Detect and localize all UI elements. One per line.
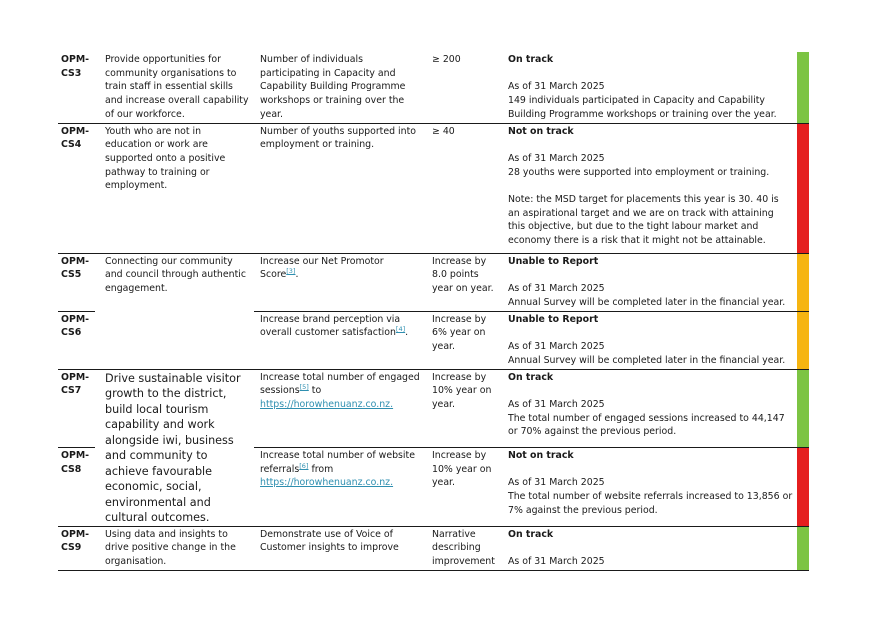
status-label: Unable to Report: [508, 313, 599, 325]
target-text: ≥ 40: [426, 123, 502, 253]
status-label: On track: [508, 371, 554, 383]
status-indicator-red: [797, 123, 809, 253]
status-indicator-green: [797, 369, 809, 448]
result-cell: [502, 369, 797, 448]
measure-code: OPM-CS4: [58, 123, 95, 253]
status-label: Not on track: [508, 125, 574, 137]
kpi-table: [58, 52, 809, 571]
target-text: ≥ 200: [426, 52, 502, 123]
measure-code: OPM-CS3: [58, 52, 95, 123]
result-date: As of 31 March 2025: [508, 282, 605, 294]
result-text: The total number of engaged sessions increased to 44,147 or 70% against the previous period.: [508, 412, 785, 438]
status-label: Not on track: [508, 450, 574, 461]
result-text: Annual Survey will be completed later in the financial year.: [508, 296, 786, 308]
result-date: As of 31 March 2025: [508, 477, 605, 489]
table-row: [58, 123, 809, 253]
website-link[interactable]: https://horowhenuanz.co.nz.: [260, 398, 394, 410]
footnote-ref[interactable]: [6]: [299, 461, 309, 470]
result-cell: [502, 253, 797, 311]
footnote-ref[interactable]: [5]: [299, 383, 309, 392]
result-date: As of 31 March 2025: [508, 398, 605, 410]
status-label: On track: [508, 54, 554, 65]
result-text: 149 individuals participated in Capacity and Capability Building Programme workshops or training over the year.: [508, 95, 777, 120]
measure-code: OPM-CS7: [58, 369, 95, 448]
objective-text: Using data and insights to drive positive change in the organisation.: [95, 526, 254, 570]
table-row: [58, 526, 809, 570]
status-indicator-amber: [797, 311, 809, 369]
result-cell: [502, 526, 797, 570]
measure-text: Number of individuals participating in Capacity and Capability Building Programme workshops or training over the year.: [254, 52, 426, 123]
footnote-ref[interactable]: [4]: [395, 325, 406, 334]
target-text: Increase by 8.0 points year on year.: [426, 253, 502, 311]
result-cell: [502, 311, 797, 369]
measure-text: Increase brand perception via overall customer satisfaction[4].: [254, 311, 426, 369]
website-link[interactable]: https://horowhenuanz.co.nz.: [260, 477, 394, 489]
measure-text: Increase total number of engaged sessions[5] to https://horowhenuanz.co.nz.: [254, 369, 426, 448]
result-date: As of 31 March 2025: [508, 81, 605, 93]
objective-text: Youth who are not in education or work are supported onto a positive pathway to training or employment.: [95, 123, 254, 253]
result-cell: [502, 52, 797, 123]
result-date: As of 31 March 2025: [508, 555, 605, 567]
table-row: [58, 52, 809, 123]
measure-code: OPM-CS9: [58, 526, 95, 570]
table-row: [58, 369, 809, 448]
objective-text: Connecting our community and council through authentic engagement.: [95, 253, 254, 369]
result-text: The total number of website referrals increased to 13,856 or 7% against the previous period.: [508, 491, 793, 516]
result-cell: [502, 448, 797, 527]
measure-text: Demonstrate use of Voice of Customer insights to improve: [254, 526, 426, 570]
measure-text: Number of youths supported into employment or training.: [254, 123, 426, 253]
measure-text: Increase our Net Promotor Score[3].: [254, 253, 426, 311]
status-indicator-green: [797, 526, 809, 570]
result-date: As of 31 March 2025: [508, 152, 605, 164]
target-text: Narrative describing improvement: [426, 526, 502, 570]
status-indicator-amber: [797, 253, 809, 311]
result-text: 28 youths were supported into employment or training.: [508, 166, 770, 178]
footnote-ref[interactable]: [3]: [286, 267, 296, 276]
target-text: Increase by 10% year on year.: [426, 369, 502, 448]
target-text: Increase by 6% year on year.: [426, 311, 502, 369]
measure-code: OPM-CS5: [58, 253, 95, 311]
target-text: Increase by 10% year on year.: [426, 448, 502, 527]
measure-code: OPM-CS6: [58, 311, 95, 369]
result-cell: [502, 123, 797, 253]
objective-text: Drive sustainable visitor growth to the district, build local tourism capability and work alongside iwi, business and community to achieve favourable economic, social, environmental and cultural outcomes.: [95, 369, 254, 526]
result-note: Note: the MSD target for placements this year is 30. 40 is an aspirational target and we are on track with attaining this objective, but due to the tight labour market and economy there is a risk that it might not be attainable.: [508, 193, 779, 247]
measure-code: OPM-CS8: [58, 448, 95, 527]
status-indicator-red: [797, 448, 809, 527]
status-indicator-green: [797, 52, 809, 123]
table-row: [58, 253, 809, 311]
status-label: On track: [508, 528, 554, 540]
result-date: As of 31 March 2025: [508, 340, 605, 352]
objective-text: Provide opportunities for community organisations to train staff in essential skills and increase overall capability of our workforce.: [95, 52, 254, 123]
result-text: Annual Survey will be completed later in the financial year.: [508, 354, 786, 366]
status-label: Unable to Report: [508, 255, 599, 267]
measure-text: Increase total number of website referrals[6] from https://horowhenuanz.co.nz.: [254, 448, 426, 527]
